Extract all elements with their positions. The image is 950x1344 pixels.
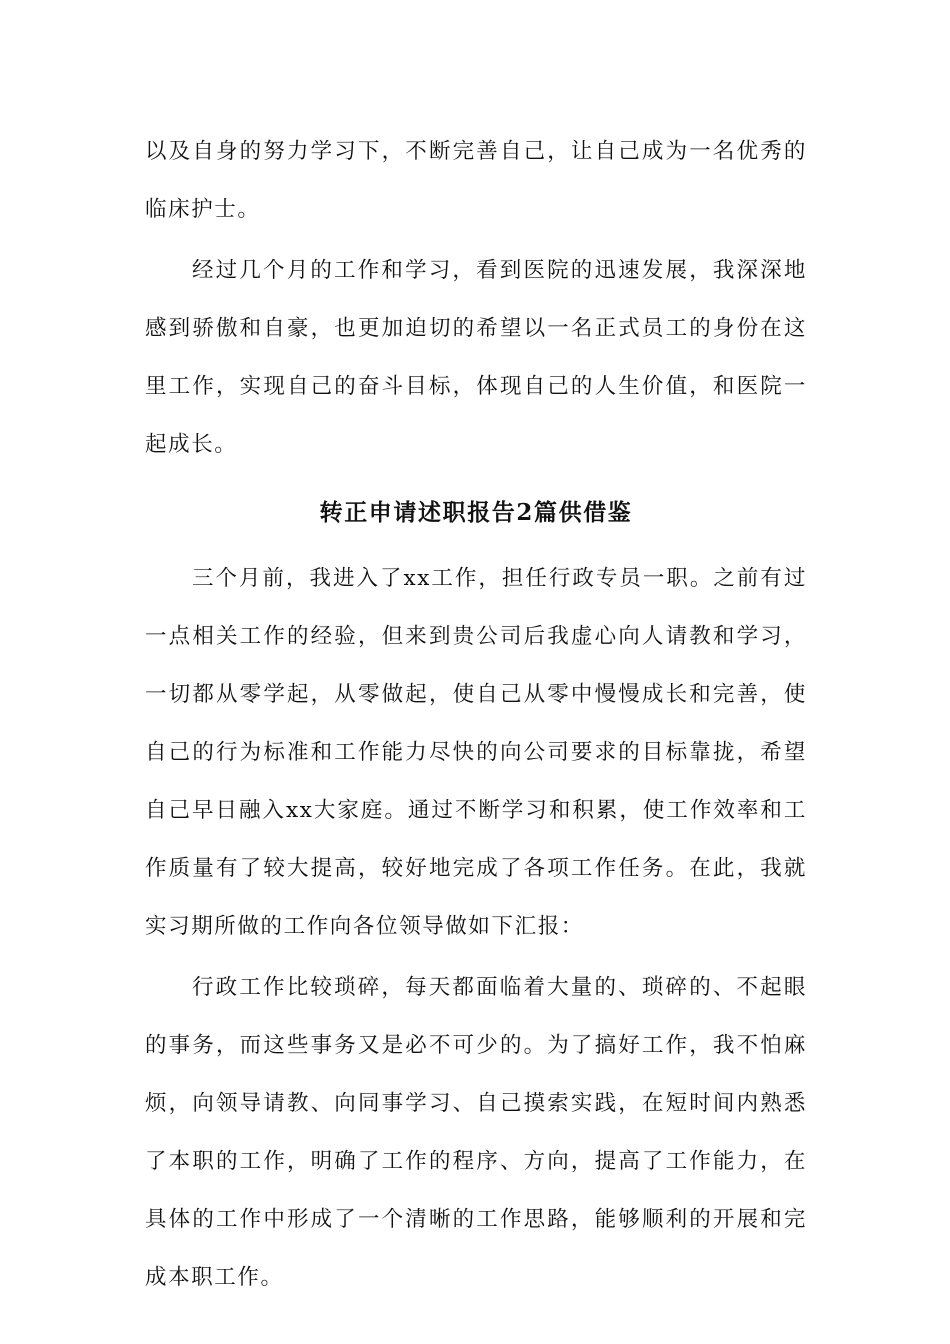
document-title: 转正申请述职报告2篇供借鉴 (319, 499, 633, 526)
document-body (145, 123, 807, 1307)
paragraph-introduction: 三个月前，我进入了xx工作，担任行政专员一职。之前有过一点相关工作的经验，但来到贵公司后我虚心向人请教和学习，一切都从零学起，从零做起，使自己从零中慢慢成长和完善，使自己的行为标准和工作能力尽快的向公司要求的目标靠拢，希望自己早日融入xx大家庭。通过不断学习和积累，使工作效率和工作质量有了较大提高，较好地完成了各项工作任务。在此，我就实习期所做的工作向各位领导做如下汇报： (145, 566, 807, 939)
paragraph-growth: 经过几个月的工作和学习，看到医院的迅速发展，我深深地感到骄傲和自豪，也更加迫切的希望以一名正式员工的身份在这里工作，实现自己的奋斗目标，体现自己的人生价值，和医院一起成长。 (145, 258, 807, 457)
paragraph-continuation: 以及自身的努力学习下，不断完善自己，让自己成为一名优秀的临床护士。 (145, 139, 807, 222)
paragraph-admin-work: 行政工作比较琐碎，每天都面临着大量的、琐碎的、不起眼的事务，而这些事务又是必不可少的。为了搞好工作，我不怕麻烦，向领导请教、向同事学习、自己摸索实践，在短时间内熟悉了本职的工作，明确了工作的程序、方向，提高了工作能力，在具体的工作中形成了一个清晰的工作思路，能够顺利的开展和完成本职工作。 (145, 975, 807, 1290)
